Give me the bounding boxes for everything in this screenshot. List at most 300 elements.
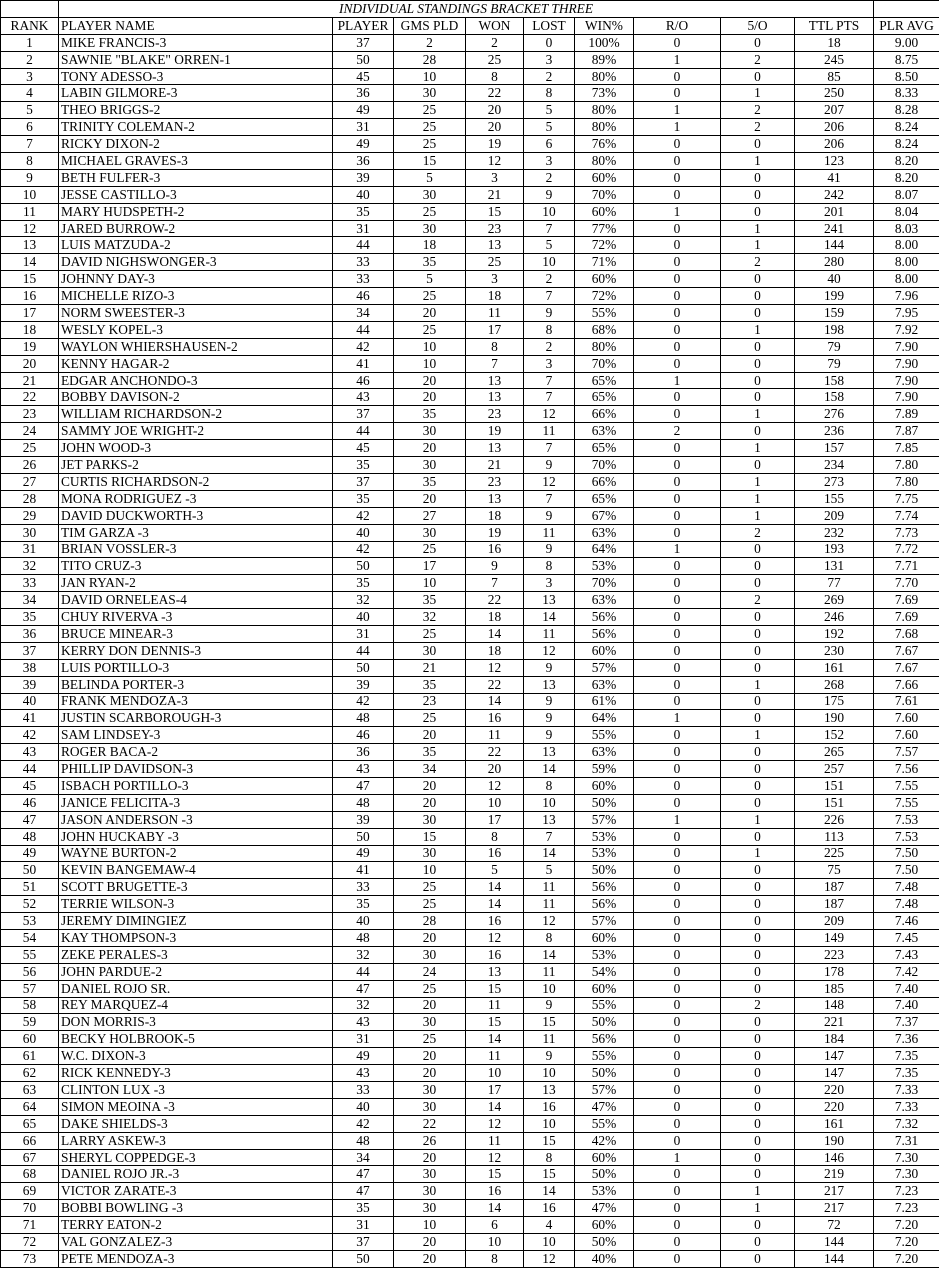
player-name-cell: RICK KENNEDY-3 (59, 1065, 333, 1082)
5o-cell: 1 (721, 440, 795, 457)
player-number-cell: 31 (333, 1217, 394, 1234)
total-points-cell: 144 (795, 1234, 874, 1251)
won-cell: 3 (466, 271, 524, 288)
ro-cell: 0 (634, 1098, 721, 1115)
won-cell: 16 (466, 1183, 524, 1200)
ro-cell: 1 (634, 811, 721, 828)
total-points-cell: 246 (795, 609, 874, 626)
games-played-cell: 30 (394, 457, 466, 474)
rank-cell: 55 (1, 946, 59, 963)
player-number-cell: 44 (333, 423, 394, 440)
ro-cell: 0 (634, 676, 721, 693)
win-pct-cell: 89% (575, 51, 634, 68)
rank-cell: 56 (1, 963, 59, 980)
player-name-cell: KEVIN BANGEMAW-4 (59, 862, 333, 879)
lost-cell: 7 (524, 220, 575, 237)
5o-cell: 0 (721, 68, 795, 85)
player-avg-cell: 7.60 (874, 710, 939, 727)
rank-cell: 48 (1, 828, 59, 845)
games-played-cell: 26 (394, 1132, 466, 1149)
lost-cell: 9 (524, 186, 575, 203)
5o-cell: 0 (721, 1031, 795, 1048)
games-played-cell: 20 (394, 490, 466, 507)
rank-cell: 33 (1, 575, 59, 592)
lost-cell: 9 (524, 710, 575, 727)
total-points-cell: 152 (795, 727, 874, 744)
header-ro: R/O (634, 17, 721, 34)
player-name-cell: DAVID DUCKWORTH-3 (59, 507, 333, 524)
win-pct-cell: 64% (575, 541, 634, 558)
5o-cell: 1 (721, 811, 795, 828)
rank-cell: 72 (1, 1234, 59, 1251)
rank-cell: 4 (1, 85, 59, 102)
win-pct-cell: 77% (575, 220, 634, 237)
player-name-cell: FRANK MENDOZA-3 (59, 693, 333, 710)
won-cell: 18 (466, 609, 524, 626)
player-name-cell: LABIN GILMORE-3 (59, 85, 333, 102)
5o-cell: 0 (721, 642, 795, 659)
rank-cell: 65 (1, 1115, 59, 1132)
player-name-cell: DANIEL ROJO SR. (59, 980, 333, 997)
ro-cell: 0 (634, 406, 721, 423)
won-cell: 20 (466, 761, 524, 778)
won-cell: 23 (466, 406, 524, 423)
win-pct-cell: 55% (575, 997, 634, 1014)
won-cell: 15 (466, 1014, 524, 1031)
won-cell: 12 (466, 777, 524, 794)
5o-cell: 2 (721, 254, 795, 271)
lost-cell: 13 (524, 1082, 575, 1099)
games-played-cell: 25 (394, 1031, 466, 1048)
games-played-cell: 25 (394, 288, 466, 305)
lost-cell: 7 (524, 288, 575, 305)
player-name-cell: JESSE CASTILLO-3 (59, 186, 333, 203)
5o-cell: 0 (721, 761, 795, 778)
win-pct-cell: 50% (575, 1166, 634, 1183)
rank-cell: 58 (1, 997, 59, 1014)
player-avg-cell: 7.61 (874, 693, 939, 710)
win-pct-cell: 60% (575, 642, 634, 659)
player-name-cell: ROGER BACA-2 (59, 744, 333, 761)
rank-cell: 17 (1, 305, 59, 322)
player-avg-cell: 9.00 (874, 34, 939, 51)
rank-cell: 24 (1, 423, 59, 440)
ro-cell: 0 (634, 1234, 721, 1251)
win-pct-cell: 56% (575, 609, 634, 626)
win-pct-cell: 80% (575, 68, 634, 85)
won-cell: 14 (466, 1098, 524, 1115)
won-cell: 25 (466, 254, 524, 271)
win-pct-cell: 72% (575, 237, 634, 254)
ro-cell: 0 (634, 153, 721, 170)
5o-cell: 0 (721, 203, 795, 220)
won-cell: 23 (466, 220, 524, 237)
total-points-cell: 41 (795, 169, 874, 186)
header-player-avg: PLR AVG (874, 17, 939, 34)
table-row (1, 997, 939, 1014)
5o-cell: 0 (721, 1065, 795, 1082)
5o-cell: 2 (721, 119, 795, 136)
5o-cell: 1 (721, 727, 795, 744)
ro-cell: 0 (634, 625, 721, 642)
table-row (1, 794, 939, 811)
win-pct-cell: 40% (575, 1250, 634, 1267)
rank-cell: 52 (1, 896, 59, 913)
lost-cell: 10 (524, 254, 575, 271)
won-cell: 22 (466, 85, 524, 102)
player-avg-cell: 7.90 (874, 389, 939, 406)
player-name-cell: TRINITY COLEMAN-2 (59, 119, 333, 136)
player-number-cell: 36 (333, 744, 394, 761)
player-name-cell: W.C. DIXON-3 (59, 1048, 333, 1065)
5o-cell: 0 (721, 1115, 795, 1132)
player-avg-cell: 7.73 (874, 524, 939, 541)
lost-cell: 3 (524, 51, 575, 68)
player-name-cell: BOBBY DAVISON-2 (59, 389, 333, 406)
5o-cell: 0 (721, 34, 795, 51)
games-played-cell: 20 (394, 372, 466, 389)
games-played-cell: 15 (394, 828, 466, 845)
games-played-cell: 20 (394, 305, 466, 322)
rank-cell: 40 (1, 693, 59, 710)
player-avg-cell: 7.20 (874, 1250, 939, 1267)
player-number-cell: 40 (333, 609, 394, 626)
win-pct-cell: 54% (575, 963, 634, 980)
won-cell: 13 (466, 963, 524, 980)
rank-cell: 47 (1, 811, 59, 828)
rank-cell: 66 (1, 1132, 59, 1149)
player-avg-cell: 7.35 (874, 1048, 939, 1065)
ro-cell: 0 (634, 1014, 721, 1031)
win-pct-cell: 53% (575, 828, 634, 845)
player-avg-cell: 8.24 (874, 119, 939, 136)
win-pct-cell: 66% (575, 473, 634, 490)
lost-cell: 9 (524, 305, 575, 322)
table-row (1, 220, 939, 237)
player-avg-cell: 7.45 (874, 929, 939, 946)
total-points-cell: 206 (795, 119, 874, 136)
player-avg-cell: 8.50 (874, 68, 939, 85)
won-cell: 7 (466, 575, 524, 592)
lost-cell: 11 (524, 625, 575, 642)
ro-cell: 0 (634, 1082, 721, 1099)
rank-cell: 7 (1, 136, 59, 153)
player-avg-cell: 7.20 (874, 1217, 939, 1234)
5o-cell: 0 (721, 659, 795, 676)
table-row (1, 1166, 939, 1183)
table-row (1, 102, 939, 119)
player-name-cell: KERRY DON DENNIS-3 (59, 642, 333, 659)
5o-cell: 1 (721, 321, 795, 338)
player-number-cell: 40 (333, 524, 394, 541)
player-number-cell: 44 (333, 963, 394, 980)
games-played-cell: 20 (394, 997, 466, 1014)
player-number-cell: 40 (333, 913, 394, 930)
table-row (1, 980, 939, 997)
player-number-cell: 33 (333, 254, 394, 271)
player-avg-cell: 7.57 (874, 744, 939, 761)
won-cell: 11 (466, 727, 524, 744)
win-pct-cell: 57% (575, 913, 634, 930)
table-row (1, 963, 939, 980)
games-played-cell: 25 (394, 136, 466, 153)
total-points-cell: 79 (795, 355, 874, 372)
ro-cell: 1 (634, 203, 721, 220)
player-number-cell: 46 (333, 372, 394, 389)
won-cell: 22 (466, 744, 524, 761)
win-pct-cell: 65% (575, 372, 634, 389)
games-played-cell: 15 (394, 153, 466, 170)
games-played-cell: 25 (394, 625, 466, 642)
ro-cell: 0 (634, 473, 721, 490)
lost-cell: 7 (524, 372, 575, 389)
ro-cell: 1 (634, 541, 721, 558)
player-avg-cell: 7.42 (874, 963, 939, 980)
won-cell: 16 (466, 845, 524, 862)
win-pct-cell: 60% (575, 169, 634, 186)
lost-cell: 0 (524, 34, 575, 51)
games-played-cell: 25 (394, 321, 466, 338)
header-won: WON (466, 17, 524, 34)
header-5o: 5/O (721, 17, 795, 34)
ro-cell: 0 (634, 913, 721, 930)
5o-cell: 0 (721, 1250, 795, 1267)
table-row (1, 85, 939, 102)
player-name-cell: THEO BRIGGS-2 (59, 102, 333, 119)
lost-cell: 13 (524, 811, 575, 828)
player-avg-cell: 7.46 (874, 913, 939, 930)
table-row (1, 473, 939, 490)
player-name-cell: DANIEL ROJO JR.-3 (59, 1166, 333, 1183)
5o-cell: 0 (721, 1098, 795, 1115)
rank-cell: 44 (1, 761, 59, 778)
ro-cell: 0 (634, 490, 721, 507)
5o-cell: 0 (721, 794, 795, 811)
5o-cell: 1 (721, 153, 795, 170)
total-points-cell: 209 (795, 507, 874, 524)
won-cell: 19 (466, 136, 524, 153)
player-avg-cell: 7.30 (874, 1166, 939, 1183)
player-name-cell: WAYLON WHIERSHAUSEN-2 (59, 338, 333, 355)
rank-cell: 30 (1, 524, 59, 541)
player-number-cell: 34 (333, 1149, 394, 1166)
rank-cell: 53 (1, 913, 59, 930)
total-points-cell: 219 (795, 1166, 874, 1183)
player-number-cell: 35 (333, 896, 394, 913)
total-points-cell: 113 (795, 828, 874, 845)
total-points-cell: 190 (795, 1132, 874, 1149)
5o-cell: 2 (721, 102, 795, 119)
games-played-cell: 10 (394, 862, 466, 879)
player-number-cell: 47 (333, 980, 394, 997)
player-avg-cell: 7.40 (874, 980, 939, 997)
ro-cell: 0 (634, 136, 721, 153)
5o-cell: 2 (721, 524, 795, 541)
won-cell: 23 (466, 473, 524, 490)
lost-cell: 10 (524, 1234, 575, 1251)
lost-cell: 7 (524, 440, 575, 457)
won-cell: 17 (466, 811, 524, 828)
player-avg-cell: 7.37 (874, 1014, 939, 1031)
player-name-cell: KENNY HAGAR-2 (59, 355, 333, 372)
player-avg-cell: 7.50 (874, 845, 939, 862)
table-row (1, 1031, 939, 1048)
win-pct-cell: 55% (575, 1048, 634, 1065)
ro-cell: 1 (634, 372, 721, 389)
games-played-cell: 21 (394, 659, 466, 676)
header-lost: LOST (524, 17, 575, 34)
lost-cell: 9 (524, 1048, 575, 1065)
player-number-cell: 49 (333, 136, 394, 153)
table-row (1, 777, 939, 794)
total-points-cell: 144 (795, 237, 874, 254)
games-played-cell: 30 (394, 1014, 466, 1031)
win-pct-cell: 80% (575, 153, 634, 170)
5o-cell: 0 (721, 828, 795, 845)
player-name-cell: ZEKE PERALES-3 (59, 946, 333, 963)
won-cell: 14 (466, 693, 524, 710)
won-cell: 16 (466, 710, 524, 727)
player-avg-cell: 8.20 (874, 169, 939, 186)
rank-cell: 42 (1, 727, 59, 744)
table-row (1, 541, 939, 558)
player-avg-cell: 8.00 (874, 271, 939, 288)
player-number-cell: 31 (333, 625, 394, 642)
total-points-cell: 18 (795, 34, 874, 51)
won-cell: 16 (466, 541, 524, 558)
table-row (1, 186, 939, 203)
won-cell: 14 (466, 1031, 524, 1048)
player-avg-cell: 7.48 (874, 896, 939, 913)
rank-cell: 51 (1, 879, 59, 896)
games-played-cell: 24 (394, 963, 466, 980)
player-avg-cell: 7.90 (874, 338, 939, 355)
table-row (1, 642, 939, 659)
win-pct-cell: 53% (575, 1183, 634, 1200)
5o-cell: 0 (721, 913, 795, 930)
win-pct-cell: 56% (575, 896, 634, 913)
header-player: PLAYER (333, 17, 394, 34)
player-number-cell: 42 (333, 693, 394, 710)
player-number-cell: 50 (333, 659, 394, 676)
player-avg-cell: 7.80 (874, 473, 939, 490)
won-cell: 18 (466, 507, 524, 524)
5o-cell: 0 (721, 744, 795, 761)
player-number-cell: 39 (333, 811, 394, 828)
player-name-cell: NORM SWEESTER-3 (59, 305, 333, 322)
total-points-cell: 265 (795, 744, 874, 761)
rank-cell: 1 (1, 34, 59, 51)
ro-cell: 0 (634, 288, 721, 305)
won-cell: 12 (466, 1115, 524, 1132)
games-played-cell: 30 (394, 845, 466, 862)
player-name-cell: JUSTIN SCARBOROUGH-3 (59, 710, 333, 727)
lost-cell: 5 (524, 862, 575, 879)
player-avg-cell: 8.33 (874, 85, 939, 102)
win-pct-cell: 50% (575, 1065, 634, 1082)
player-name-cell: VAL GONZALEZ-3 (59, 1234, 333, 1251)
lost-cell: 7 (524, 389, 575, 406)
total-points-cell: 151 (795, 794, 874, 811)
5o-cell: 1 (721, 676, 795, 693)
player-avg-cell: 7.31 (874, 1132, 939, 1149)
games-played-cell: 18 (394, 237, 466, 254)
lost-cell: 10 (524, 1115, 575, 1132)
games-played-cell: 30 (394, 1183, 466, 1200)
rank-cell: 39 (1, 676, 59, 693)
rank-cell: 68 (1, 1166, 59, 1183)
player-number-cell: 46 (333, 288, 394, 305)
header-rank: RANK (1, 17, 59, 34)
win-pct-cell: 56% (575, 879, 634, 896)
player-avg-cell: 7.92 (874, 321, 939, 338)
5o-cell: 0 (721, 1234, 795, 1251)
ro-cell: 0 (634, 1115, 721, 1132)
games-played-cell: 10 (394, 1217, 466, 1234)
won-cell: 15 (466, 203, 524, 220)
player-number-cell: 50 (333, 558, 394, 575)
player-name-cell: LUIS MATZUDA-2 (59, 237, 333, 254)
player-number-cell: 37 (333, 473, 394, 490)
5o-cell: 0 (721, 541, 795, 558)
table-row (1, 338, 939, 355)
total-points-cell: 190 (795, 710, 874, 727)
table-row (1, 136, 939, 153)
table-row (1, 119, 939, 136)
ro-cell: 0 (634, 355, 721, 372)
table-row (1, 592, 939, 609)
ro-cell: 0 (634, 389, 721, 406)
won-cell: 8 (466, 338, 524, 355)
lost-cell: 8 (524, 777, 575, 794)
table-row (1, 1200, 939, 1217)
games-played-cell: 25 (394, 119, 466, 136)
rank-cell: 10 (1, 186, 59, 203)
win-pct-cell: 61% (575, 693, 634, 710)
table-row (1, 693, 939, 710)
player-number-cell: 44 (333, 642, 394, 659)
table-row (1, 237, 939, 254)
lost-cell: 9 (524, 693, 575, 710)
win-pct-cell: 56% (575, 625, 634, 642)
table-row (1, 896, 939, 913)
rank-cell: 69 (1, 1183, 59, 1200)
table-row (1, 254, 939, 271)
5o-cell: 0 (721, 777, 795, 794)
win-pct-cell: 63% (575, 676, 634, 693)
5o-cell: 0 (721, 896, 795, 913)
win-pct-cell: 76% (575, 136, 634, 153)
table-row (1, 1014, 939, 1031)
total-points-cell: 220 (795, 1098, 874, 1115)
win-pct-cell: 70% (575, 186, 634, 203)
5o-cell: 1 (721, 507, 795, 524)
table-row (1, 51, 939, 68)
5o-cell: 0 (721, 288, 795, 305)
total-points-cell: 217 (795, 1200, 874, 1217)
games-played-cell: 28 (394, 51, 466, 68)
won-cell: 6 (466, 1217, 524, 1234)
header-row (1, 17, 939, 34)
ro-cell: 0 (634, 338, 721, 355)
player-avg-cell: 7.43 (874, 946, 939, 963)
games-played-cell: 20 (394, 777, 466, 794)
total-points-cell: 175 (795, 693, 874, 710)
table-row (1, 372, 939, 389)
ro-cell: 0 (634, 946, 721, 963)
lost-cell: 10 (524, 794, 575, 811)
5o-cell: 0 (721, 862, 795, 879)
